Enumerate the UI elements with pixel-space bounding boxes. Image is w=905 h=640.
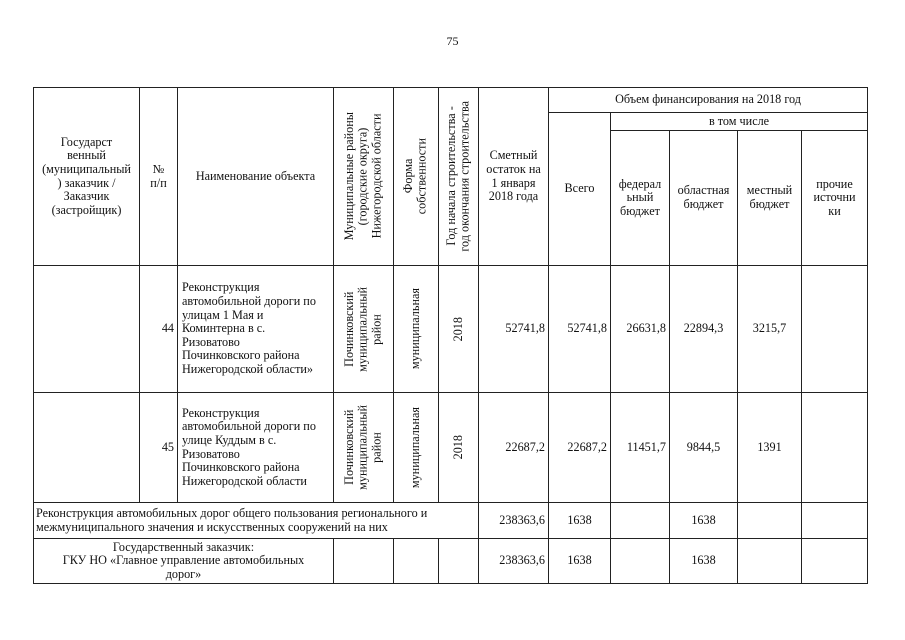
customer-balance: 238363,6 xyxy=(479,539,549,584)
row-regional: 22894,3 xyxy=(670,266,738,393)
row-district-text: Починковский муниципальный район xyxy=(342,286,384,372)
header-ownership xyxy=(394,88,439,266)
row-total: 22687,2 xyxy=(549,393,611,503)
customer-other xyxy=(802,539,868,584)
header-row-1 xyxy=(34,88,868,113)
table-row xyxy=(34,393,868,503)
financing-table xyxy=(33,87,868,584)
customer-regional: 1638 xyxy=(670,539,738,584)
row-local: 3215,7 xyxy=(738,266,802,393)
row-customer xyxy=(34,266,140,393)
table-row xyxy=(34,266,868,393)
row-other xyxy=(802,266,868,393)
row-other xyxy=(802,393,868,503)
header-regional: областная бюджет xyxy=(670,131,738,266)
row-balance: 22687,2 xyxy=(479,393,549,503)
header-districts xyxy=(334,88,394,266)
customer-year xyxy=(439,539,479,584)
row-number: 44 xyxy=(140,266,178,393)
row-ownership-text: муниципальная xyxy=(408,288,423,370)
page-number: 75 xyxy=(446,34,459,48)
header-ownership-text: Форма собственности xyxy=(401,138,429,215)
row-ownership xyxy=(394,393,439,503)
row-federal: 11451,7 xyxy=(611,393,670,503)
row-balance: 52741,8 xyxy=(479,266,549,393)
customer-local xyxy=(738,539,802,584)
summary-federal xyxy=(611,503,670,539)
row-local: 1391 xyxy=(738,393,802,503)
row-total: 52741,8 xyxy=(549,266,611,393)
customer-row xyxy=(34,539,868,584)
header-balance: Сметный остаток на 1 января 2018 года xyxy=(479,88,549,266)
row-year-text: 2018 xyxy=(450,435,465,460)
header-federal: федерал ьный бюджет xyxy=(611,131,670,266)
header-financing: Объем финансирования на 2018 год xyxy=(549,88,868,113)
header-years xyxy=(439,88,479,266)
row-year xyxy=(439,266,479,393)
row-district xyxy=(334,393,394,503)
row-ownership-text: муниципальная xyxy=(408,406,423,489)
summary-regional: 1638 xyxy=(670,503,738,539)
header-customer: Государст венный (муниципальный ) заказчик / Заказчик (застройщик) xyxy=(34,88,140,266)
row-federal: 26631,8 xyxy=(611,266,670,393)
header-other: прочие источни ки xyxy=(802,131,868,266)
customer-label: Государственный заказчик: ГКУ НО «Главное управление автомобильных дорог» xyxy=(34,539,334,584)
summary-total: 1638 xyxy=(549,503,611,539)
row-number: 45 xyxy=(140,393,178,503)
row-object-name: Реконструкция автомобильной дороги по улице Куддым в с. Ризоватово Починковского района Нижегородской области xyxy=(178,393,334,503)
header-including: в том числе xyxy=(611,113,868,131)
row-regional: 9844,5 xyxy=(670,393,738,503)
summary-other xyxy=(802,503,868,539)
customer-district xyxy=(334,539,394,584)
row-year xyxy=(439,393,479,503)
row-customer xyxy=(34,393,140,503)
row-ownership xyxy=(394,266,439,393)
row-object-name: Реконструкция автомобильной дороги по улицам 1 Мая и Коминтерна в с. Ризоватово Починковского района Нижегородской области» xyxy=(178,266,334,393)
customer-federal xyxy=(611,539,670,584)
customer-total: 1638 xyxy=(549,539,611,584)
summary-label: Реконструкция автомобильных дорог общего пользования регионального и межмуниципального значения и искусственных сооружений на них xyxy=(34,503,479,539)
row-district xyxy=(334,266,394,393)
header-local: местный бюджет xyxy=(738,131,802,266)
row-district-text: Починковский муниципальный район xyxy=(342,405,384,490)
row-year-text: 2018 xyxy=(450,316,465,342)
header-districts-text: Муниципальные районы (городские округа) Нижегородской области xyxy=(342,112,384,241)
summary-local xyxy=(738,503,802,539)
header-years-text: Год начала строительства - год окончания строительства xyxy=(443,101,472,252)
summary-balance: 238363,6 xyxy=(479,503,549,539)
summary-row xyxy=(34,503,868,539)
header-number: № п/п xyxy=(140,88,178,266)
header-object-name: Наименование объекта xyxy=(178,88,334,266)
customer-ownership xyxy=(394,539,439,584)
header-total: Всего xyxy=(549,113,611,266)
